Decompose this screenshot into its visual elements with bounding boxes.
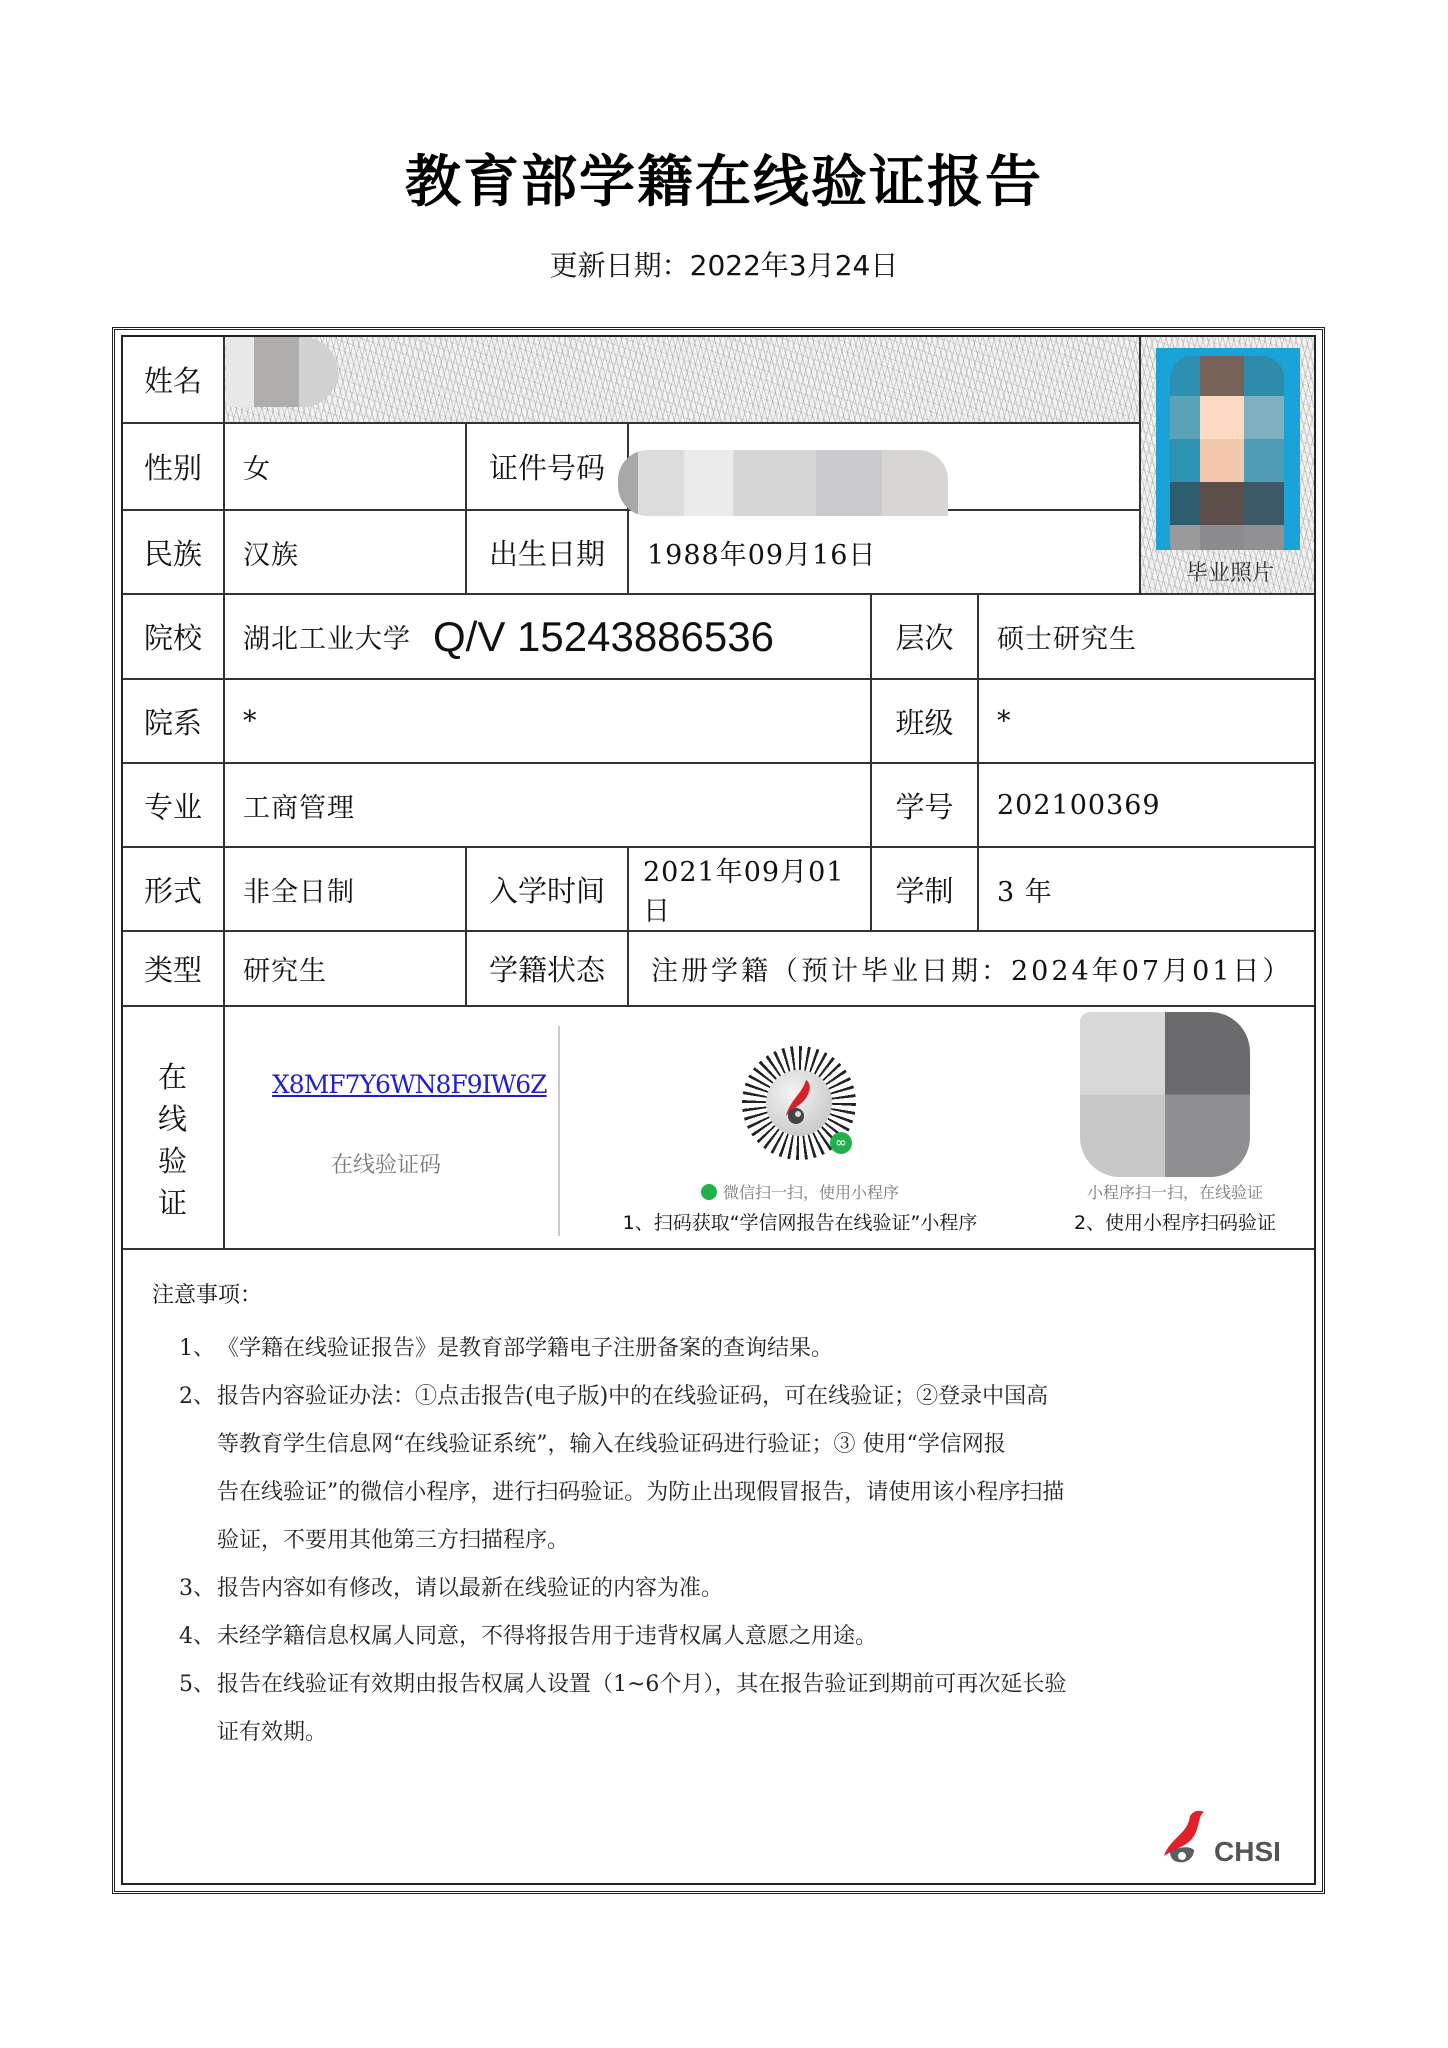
- miniprogram-scan-hint: 小程序扫一扫，在线验证: [1086, 1183, 1263, 1202]
- row-divider: [123, 1005, 1314, 1007]
- status-label: 学籍状态: [488, 953, 605, 987]
- birth-date-label: 出生日期: [488, 536, 605, 571]
- photo-caption: 毕业照片: [1185, 561, 1274, 586]
- note-line: 《学籍在线验证报告》是教育部学籍电子注册备案的查询结果。: [217, 1336, 834, 1361]
- gender-value: 女: [243, 454, 271, 485]
- note-item: [179, 1325, 1289, 1373]
- update-date-value: 2022年3月24日: [689, 249, 899, 282]
- report-title: 教育部学籍在线验证报告: [405, 150, 1043, 215]
- class-value: *: [997, 705, 1012, 737]
- security-pattern: [224, 337, 1139, 423]
- note-item: [179, 1661, 1289, 1757]
- col-divider: [1139, 337, 1141, 594]
- step1-instruction: 1、扫码获取“学信网报告在线验证”小程序: [622, 1212, 978, 1234]
- chsi-logo: [1160, 1806, 1281, 1868]
- note-line: 等教育学生信息网“在线验证系统”，输入在线验证码进行验证；③ 使用“学信网报: [217, 1432, 1006, 1457]
- school-value: 湖北工业大学: [243, 624, 411, 655]
- note-line: 报告在线验证有效期由报告权属人设置（1~6个月），其在报告验证到期前可再次延长验: [217, 1672, 1067, 1697]
- photo-mosaic: [1170, 356, 1284, 550]
- note-line: 告在线验证”的微信小程序，进行扫码验证。为防止出现假冒报告，请使用该小程序扫描: [217, 1480, 1065, 1505]
- verify-qr-redacted: [1080, 1012, 1250, 1177]
- wechat-scan-hint: [620, 1180, 980, 1203]
- wechat-scan-hint-text: 微信扫一扫，使用小程序: [722, 1183, 899, 1202]
- note-number: 1、: [179, 1336, 215, 1361]
- note-item: [179, 1565, 1289, 1613]
- note-line: 验证，不要用其他第三方扫描程序。: [217, 1528, 570, 1553]
- major-label: 专业: [143, 789, 202, 824]
- study-mode-label: 形式: [143, 873, 202, 908]
- name-label: 姓名: [143, 364, 202, 398]
- student-id-value: 202100369: [997, 789, 1161, 821]
- update-date-label: 更新日期：: [549, 249, 690, 282]
- row-divider: [123, 1248, 1314, 1250]
- school-label: 院校: [143, 621, 202, 655]
- note-number: 4、: [179, 1624, 215, 1649]
- note-line: 未经学籍信息权属人同意，不得将报告用于违背权属人意愿之用途。: [217, 1624, 878, 1649]
- school-row: [225, 595, 870, 678]
- ethnicity-value: 汉族: [243, 539, 299, 571]
- note-item: [179, 1373, 1289, 1565]
- duration-label: 学制: [895, 873, 954, 908]
- step2-instruction: 2、使用小程序扫码验证: [1073, 1212, 1277, 1234]
- verification-label: [121, 1056, 224, 1224]
- miniprogram-badge-icon: ∞: [830, 1132, 852, 1154]
- id-number-label: 证件号码: [488, 451, 605, 485]
- department-label: 院系: [143, 705, 202, 740]
- verification-code-link[interactable]: X8MF7Y6WN8F9IW6Z: [272, 1070, 547, 1099]
- chsi-logo-text: CHSI: [1214, 1836, 1281, 1867]
- note-line: 报告内容验证办法：①点击报告(电子版)中的在线验证码，可在线验证；②登录中国高: [217, 1384, 1049, 1409]
- verification-label-char: 线: [157, 1102, 187, 1136]
- class-label: 班级: [895, 705, 954, 740]
- status-value: 注册学籍（预计毕业日期：2024年07月01日）: [651, 956, 1293, 987]
- duration-value: 3 年: [997, 876, 1053, 908]
- student-id-label: 学号: [895, 789, 954, 824]
- chsi-logo-icon: [766, 1070, 832, 1136]
- notes-title: 注意事项：: [152, 1283, 263, 1308]
- note-line: 报告内容如有修改，请以最新在线验证的内容为准。: [217, 1576, 724, 1601]
- note-item: [179, 1613, 1289, 1661]
- wechat-miniprogram-icon: [701, 1184, 717, 1200]
- enrollment-date-value: 2021年09月01日: [643, 857, 845, 927]
- type-label: 类型: [143, 953, 202, 987]
- update-date: [0, 246, 1448, 286]
- verification-label-char: 在: [157, 1060, 187, 1094]
- type-value: 研究生: [243, 956, 327, 987]
- verification-divider: [558, 1026, 560, 1236]
- major-value: 工商管理: [243, 792, 355, 824]
- note-number: 2、: [179, 1384, 215, 1409]
- level-label: 层次: [895, 621, 954, 655]
- verification-label-char: 验: [157, 1144, 187, 1178]
- note-line: 证有效期。: [217, 1720, 328, 1745]
- birth-date-value: 1988年09月16日: [647, 539, 877, 571]
- level-value: 硕士研究生: [997, 624, 1137, 655]
- note-number: 5、: [179, 1672, 215, 1697]
- ethnicity-label: 民族: [143, 536, 202, 571]
- student-photo: [1156, 348, 1300, 550]
- department-value: *: [243, 705, 258, 737]
- miniprogram-qr-code[interactable]: [742, 1046, 856, 1160]
- note-number: 3、: [179, 1576, 215, 1601]
- id-number-redacted: [618, 450, 948, 516]
- study-mode-value: 非全日制: [243, 876, 355, 908]
- enrollment-date-label: 入学时间: [488, 873, 605, 908]
- name-redacted: [226, 337, 338, 407]
- verification-code-caption: 在线验证码: [330, 1153, 441, 1178]
- verification-label-char: 证: [157, 1186, 187, 1220]
- school-overlay-text: Q/V 15243886536: [433, 612, 774, 660]
- gender-label: 性别: [143, 451, 202, 485]
- chsi-bird-icon: [1160, 1806, 1210, 1868]
